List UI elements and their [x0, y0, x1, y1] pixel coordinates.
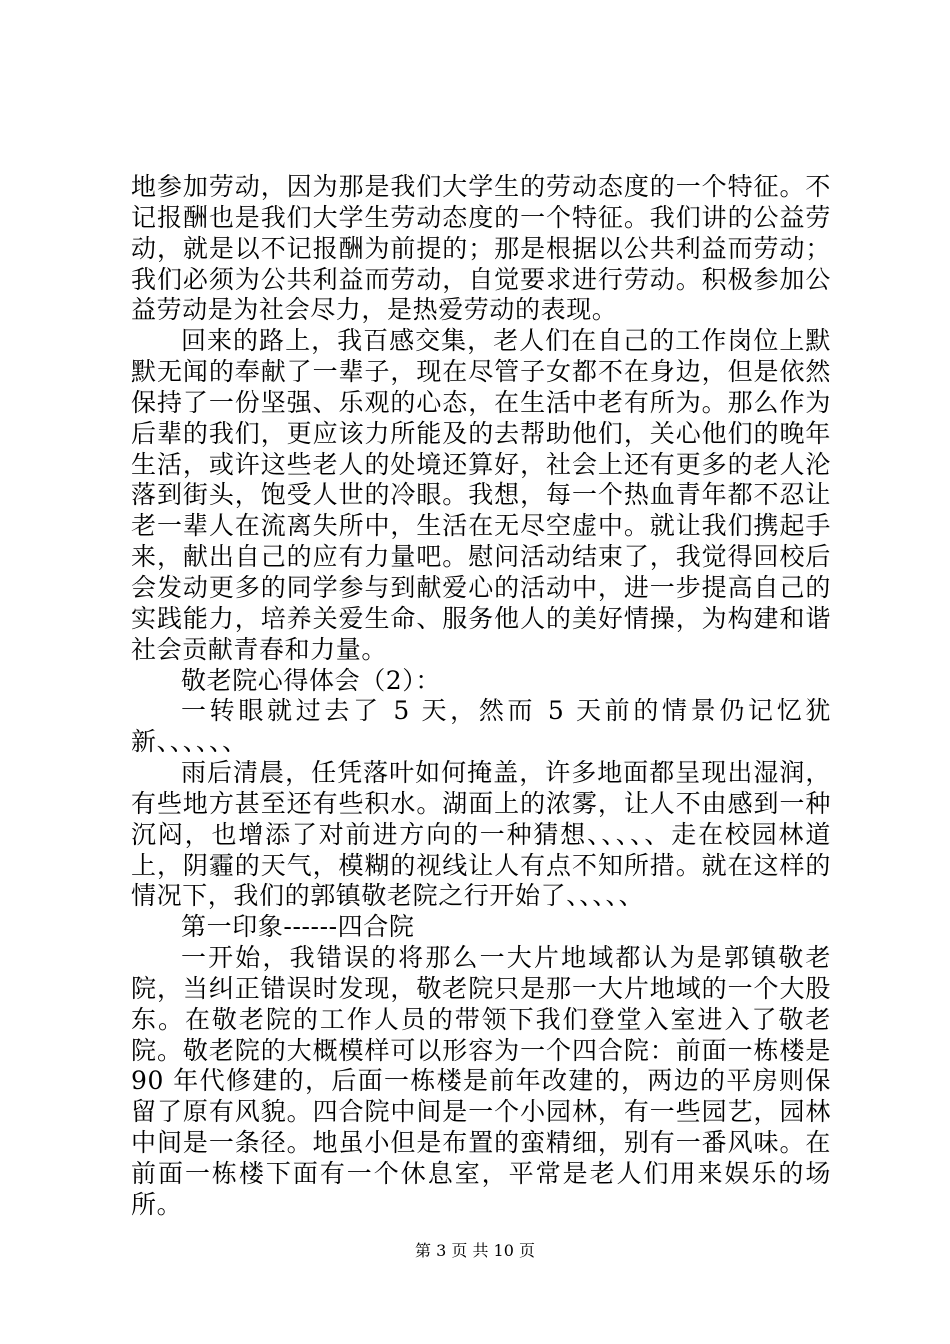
document-body — [131, 172, 831, 1221]
paragraph-morning: 雨后清晨，任凭落叶如何掩盖，许多地面都呈现出湿润，有些地方甚至还有些积水。湖面上的浓雾，让人不由感到一种沉闷，也增添了对前进方向的一种猜想、、、、、走在校园林道上，阴霾的天气，模糊的视线让人有点不知所措。就在这样的情况下，我们的郭镇敬老院之行开始了、、、、、 — [131, 758, 831, 911]
page-footer: 第 3 页 共 10 页 — [415, 1241, 535, 1260]
section-heading: 敬老院心得体会（2）： — [181, 665, 442, 695]
paragraph-reflection: 回来的路上，我百感交集，老人们在自己的工作岗位上默默无闻的奉献了一辈子，现在尽管子女都不在身边，但是依然保持了一份坚强、乐观的心态，在生活中老有所为。那么作为后辈的我们，更应该力所能及的去帮助他们，关心他们的晚年生活，或许这些老人的处境还算好，社会上还有更多的老人沦落到街头，饱受人世的冷眼。我想，每一个热血青年都不忍让老一辈人在流离失所中，生活在无尽空虚中。就让我们携起手来，献出自己的应有力量吧。慰问活动结束了，我觉得回校后会发动更多的同学参与到献爱心的活动中，进一步提高自己的实践能力，培养关爱生命、服务他人的美好情操，为构建和谐社会贡献青春和力量。 — [131, 326, 831, 664]
paragraph-continuation: 地参加劳动，因为那是我们大学生的劳动态度的一个特征。不记报酬也是我们大学生劳动态度的一个特征。我们讲的公益劳动，就是以不记报酬为前提的；那是根据以公共利益而劳动；我们必须为公共利益而劳动，自觉要求进行劳动。积极参加公益劳动是为社会尽力，是热爱劳动的表现。 — [131, 172, 831, 325]
paragraph-courtyard: 一开始，我错误的将那么一大片地域都认为是郭镇敬老院，当纠正错误时发现，敬老院只是那一大片地域的一个大股东。在敬老院的工作人员的带领下我们登堂入室进入了敬老院。敬老院的大概模样可以形容为一个四合院：前面一栋楼是 90 年代修建的，后面一栋楼是前年改建的，两边的平房则保留了原有风貌。四合院中间是一个小园林，有一些园艺，园林中间是一条径。地虽小但是布置的蛮精细，别有一番风味。在前面一栋楼下面有一个休息室，平常是老人们用来娱乐的场所。 — [131, 943, 831, 1219]
subheading-first-impression: 第一印象------四合院 — [181, 912, 415, 942]
paragraph-intro: 一转眼就过去了 5 天，然而 5 天前的情景仍记忆犹新、、、、、、 — [131, 696, 831, 757]
